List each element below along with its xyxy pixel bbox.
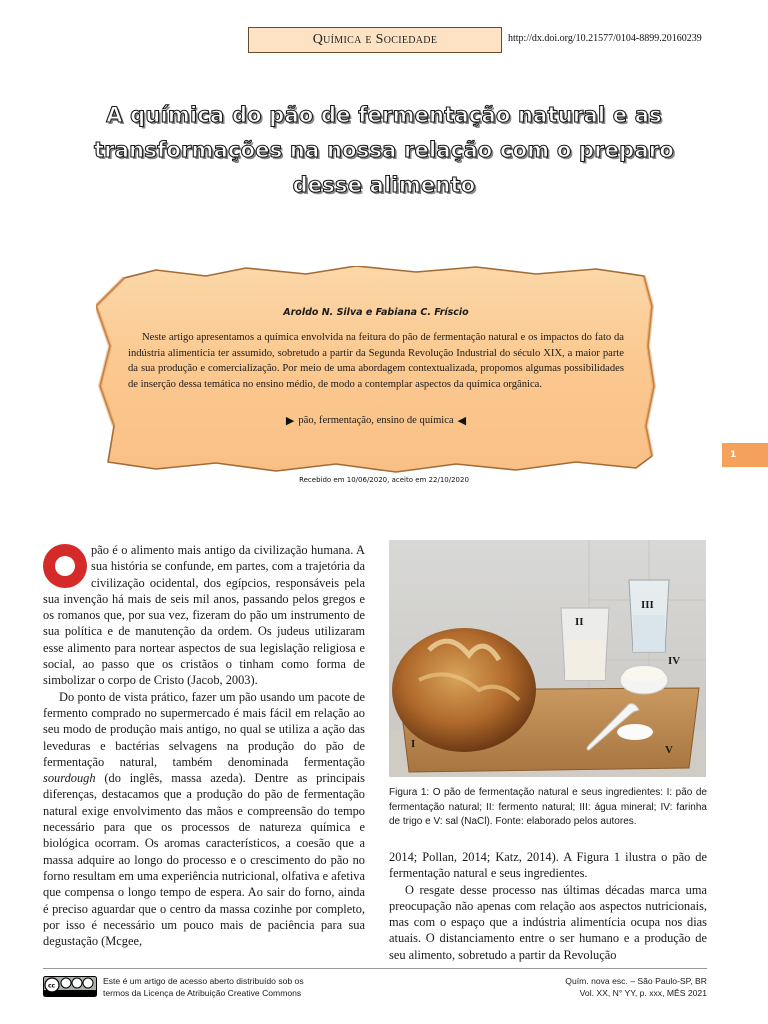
doi-link[interactable]: http://dx.doi.org/10.21577/0104-8899.20160239 [508,33,702,44]
journal-info: Quím. nova esc. – São Paulo-SP, BR Vol. XX, N° YY, p. xxx, MÊS 2021 [565,976,707,998]
article-title: A química do pão de fermentação natural e as transformações na nossa relação com o preparo desse alimento [94,103,674,197]
emphasis-sourdough: sourdough [43,771,96,786]
label-III: III [641,599,654,611]
page-number-tab [722,443,768,467]
right-column [389,849,707,963]
received-date: Recebido em 10/06/2020, aceito em 22/10/2020 [299,476,469,484]
paragraph: 2014; Pollan, 2014; Katz, 2014). A Figura 1 ilustra o pão de fermentação natural e seus ingredientes. [389,850,707,881]
dropcap [43,544,87,588]
label-II: II [575,616,584,628]
keywords: pão, fermentação, ensino de química [298,415,454,426]
paragraph: O resgate desse processo nas últimas décadas marca uma preocupação não apenas com relação aos aspectos nutricionais, mas com o espaço que a indústria alimentícia ocupa nos dias atuais. O distanciamento entre o ser humano e a produção de seu alimento, sobretudo a partir da Revolução [389,882,707,962]
label-I: I [411,738,416,750]
section-header [248,27,502,53]
label-V: V [665,744,673,756]
label-IV: IV [668,655,681,667]
figure-1-photo [389,540,706,777]
figure-caption: Figura 1: O pão de fermentação natural e seus ingredientes: I: pão de fermentação natural; II: fermento natural; III: água mineral; IV: farinha de trigo e V: sal (NaCl). Fonte: elaborado pelos autores. [389,787,707,827]
svg-text:cc: cc [48,982,56,990]
triangle-right-icon: ▶ [285,415,295,427]
abstract-box [96,266,656,476]
triangle-left-icon: ◀ [457,415,467,427]
creative-commons-icon[interactable] [43,976,97,997]
authors: Aroldo N. Silva e Fabiana C. Fríscio [283,307,469,318]
page-number: 1 [730,450,737,460]
paragraph: Do ponto de vista prático, fazer um pão usando um pacote de fermento comprado no supermercado é mais fácil em relação ao seu modo de produção mais antigo, no qual se utiliza a ação das leveduras e bactérias selvagens na produção do pão de fermentação natural, também denominada fermentação sourdough (do inglês, massa azeda). Dentre as principais diferenças, destacamos que a produção do pão de fermentação natural exige envolvimento das mãos e compreensão do tempo necessário para que os processos de natureza química e biológica ocorram. Os aromas característicos, a coesão que a massa adquire ao longo do processo e o crescimento do pão no forno resultam em uma experiência nutricional, olfativa e afetiva que compensa o longo tempo de espera. Ao sair do forno, ainda é preciso aguardar que o centro da massa cozinhe por completo, por isso é necessário um pouco mais de paciência para sua degustação (Mcgee, [43,689,365,949]
license-text: Este é um artigo de acesso aberto distribuído sob os termos da Licença de Atribuição Creative Commons [103,976,304,998]
left-column [43,542,365,949]
abstract-text: Neste artigo apresentamos a química envolvida na feitura do pão de fermentação natural e os impactos do fato da indústria alimentícia ter assumido, sobretudo a partir da Segunda Revolução Industrial do século XIX, a maior parte da sua produção e comercialização. Por meio de uma abordagem contextualizada, propomos algumas possibilidades de inserção dessa temática no ensino médio, de modo a contemplar aspectos da química orgânica. [128,332,624,390]
paragraph: pão é o alimento mais antigo da civilização humana. A sua história se confunde, em partes, com a trajetória da civilização ocidental, dos egípcios, responsáveis pela sua invenção há mais de seis mil anos, passando pelos gregos e os romanos que, por sua vez, fizeram do pão um instrumento de sua política e de manutenção da ordem. Os judeus utilizaram esse alimento para nortear aspectos de sua legislação religiosa e social, ao passo que os cristãos o tinham como forma de simbolizar o corpo de Cristo (Jacob, 2003). [43,543,365,688]
salt-pile [617,724,653,740]
section-label: Química e Sociedade [312,32,438,47]
keywords-row [96,414,656,427]
footer-divider [43,968,707,969]
